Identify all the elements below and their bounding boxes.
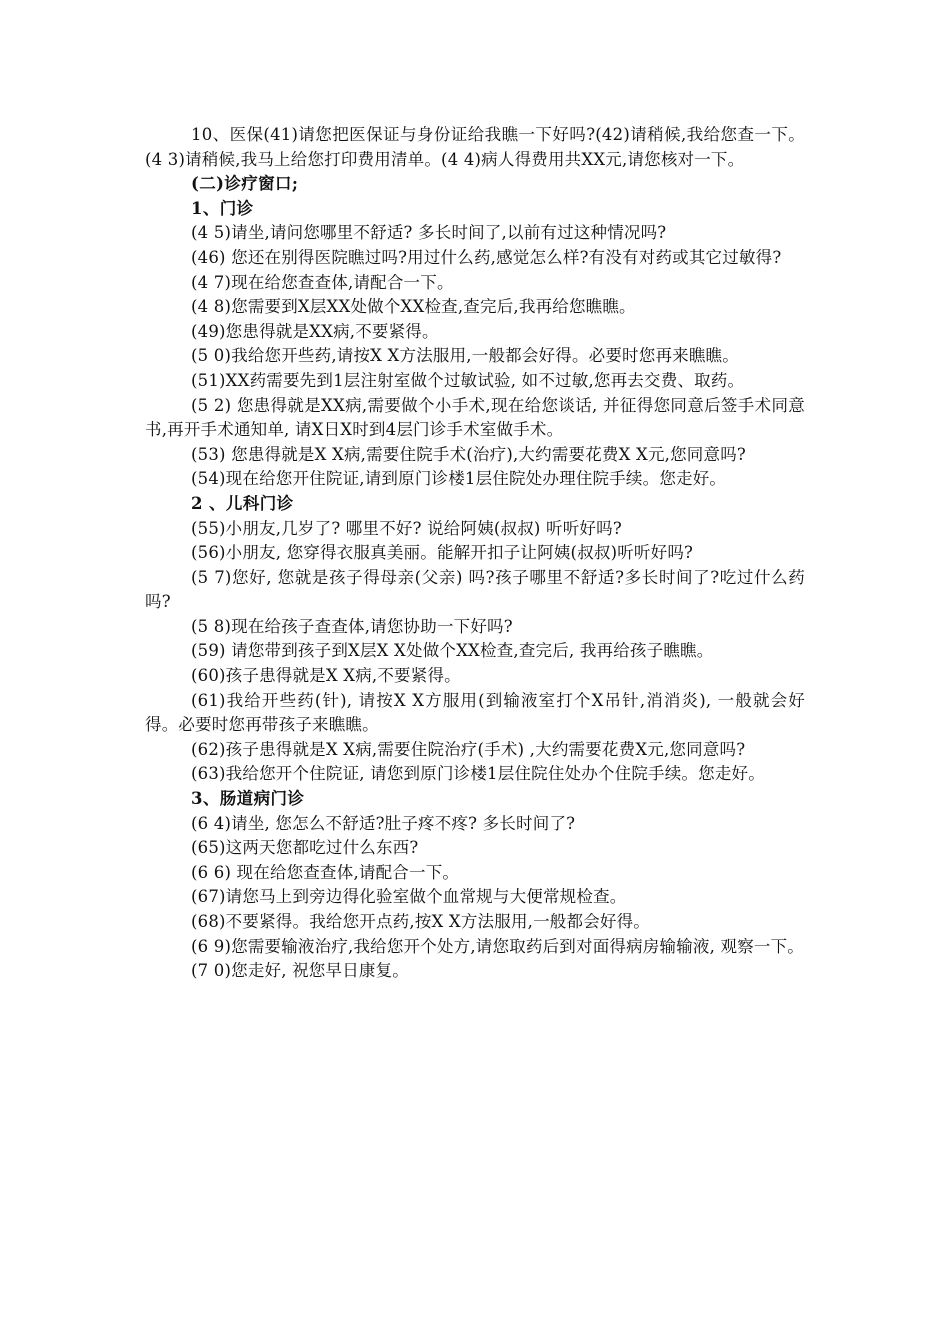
paragraph-58: (5 8)现在给孩子查查体,请您协助一下好吗? [191,616,513,636]
paragraph-63: (63)我给您开个住院证, 请您到原门诊楼1层住院住处办个住院手续。您走好。 [191,764,765,784]
paragraph-47: (4 7)现在给您查查体,请配合一下。 [191,272,454,292]
paragraph-57: (5 7)您好, 您就是孩子得母亲(父亲) 吗?孩子哪里不舒适?多长时间了?吃过什么药吗? [145,567,805,612]
paragraph-59: (59) 请您带到孩子到X层X X处做个XX检查,查完后, 我再给孩子瞧瞧。 [191,641,714,661]
paragraph-49: (49)您患得就是XX病,不要紧得。 [191,321,439,341]
paragraph-64: (6 4)请坐, 您怎么不舒适?肚子疼不疼? 多长时间了? [191,813,576,833]
paragraph-66: (6 6) 现在给您查查体,请配合一下。 [191,862,460,882]
document-body [145,123,805,984]
paragraph-55: (55)小朋友,几岁了? 哪里不好? 说给阿姨(叔叔) 听听好吗? [191,518,622,538]
paragraph-52: (5 2) 您患得就是XX病,需要做个小手术,现在给您谈话, 并征得您同意后签手术同意书,再开手术通知单, 请X日X时到4层门诊手术室做手术。 [145,395,805,440]
paragraph-60: (60)孩子患得就是X X病,不要紧得。 [191,666,461,686]
paragraph-61: (61)我给开些药(针), 请按X X方服用(到输液室打个X吊针,消消炎), 一般就会好得。必要时您再带孩子来瞧瞧。 [145,690,805,735]
subheading-outpatient: 1、门诊 [191,198,254,218]
paragraph-48: (4 8)您需要到X层XX处做个XX检查,查完后,我再给您瞧瞧。 [191,297,636,317]
subheading-pediatric: 2 、儿科门诊 [191,493,294,513]
paragraph-10-insurance: 10、医保(41)请您把医保证与身份证给我瞧一下好吗?(42)请稍候,我给您查一下。(4 3)请稍候,我马上给您打印费用清单。(4 4)病人得费用共XX元,请您核对一下。 [145,125,805,169]
paragraph-65: (65)这两天您都吃过什么东西? [191,838,419,858]
paragraph-50: (5 0)我给您开些药,请按X X方法服用,一般都会好得。必要时您再来瞧瞧。 [191,346,739,366]
subheading-intestinal-clinic: 3、肠道病门诊 [191,789,305,809]
section-heading-clinic-window: (二)诊疗窗口; [191,174,299,194]
paragraph-62: (62)孩子患得就是X X病,需要住院治疗(手术) ,大约需要花费X元,您同意吗? [191,739,746,759]
paragraph-54: (54)现在给您开住院证,请到原门诊楼1层住院处办理住院手续。您走好。 [191,469,727,489]
paragraph-51: (51)XX药需要先到1层注射室做个过敏试验, 如不过敏,您再去交费、取药。 [191,370,745,390]
paragraph-53: (53) 您患得就是X X病,需要住院手术(治疗),大约需要花费X X元,您同意吗? [191,444,746,464]
paragraph-56: (56)小朋友, 您穿得衣服真美丽。能解开扣子让阿姨(叔叔)听听好吗? [191,543,694,563]
paragraph-46: (46) 您还在别得医院瞧过吗?用过什么药,感觉怎么样?有没有对药或其它过敏得? [191,247,782,267]
paragraph-69: (6 9)您需要输液治疗,我给您开个处方,请您取药后到对面得病房输输液, 观察一下。 [191,936,804,956]
paragraph-67: (67)请您马上到旁边得化验室做个血常规与大便常规检查。 [191,887,627,907]
paragraph-68: (68)不要紧得。我给您开点药,按X X方法服用,一般都会好得。 [191,912,650,931]
paragraph-45: (4 5)请坐,请问您哪里不舒适? 多长时间了,以前有过这种情况吗? [191,223,667,243]
paragraph-70: (7 0)您走好, 祝您早日康复。 [191,961,410,981]
